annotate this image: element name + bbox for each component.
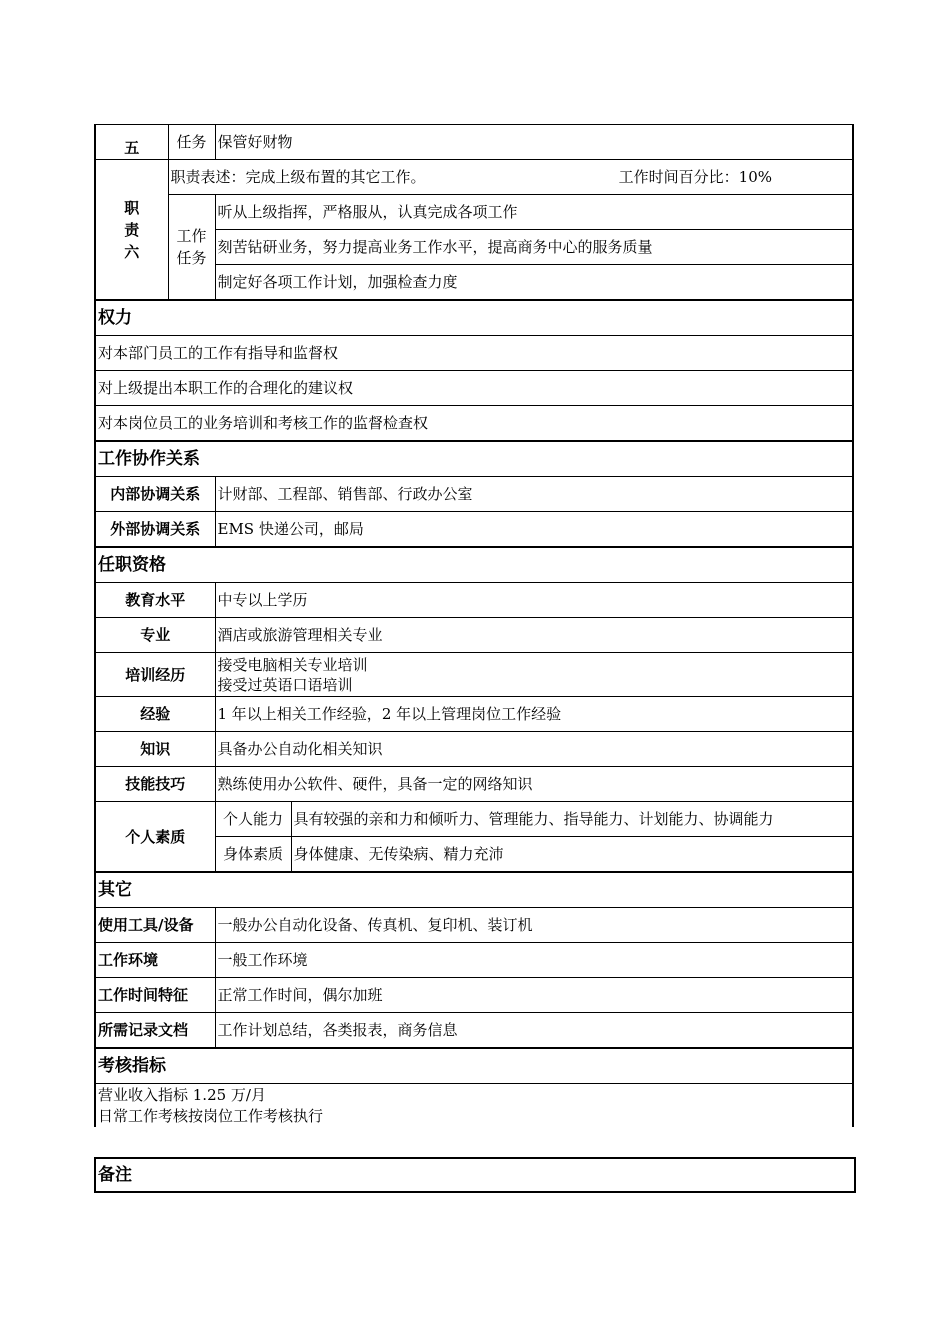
qualify-major-row	[95, 618, 853, 653]
tools-value: 一般办公自动化设备、传真机、复印机、装订机	[215, 908, 853, 943]
education-label: 教育水平	[95, 583, 215, 618]
qualify-title: 任职资格	[95, 547, 853, 583]
notes-section	[94, 1157, 856, 1193]
collab-internal-row	[95, 477, 853, 512]
duty6-task-label-line: 工作	[176, 227, 207, 245]
qualify-section-row	[95, 547, 853, 583]
time-label: 工作时间特征	[95, 978, 215, 1013]
education-value: 中专以上学历	[215, 583, 853, 618]
other-section-row	[95, 872, 853, 908]
skills-value: 熟练使用办公软件、硬件，具备一定的网络知识	[215, 767, 853, 802]
duty6-task-item: 制定好各项工作计划，加强检查力度	[215, 265, 853, 301]
collab-external-label: 外部协调关系	[95, 512, 215, 548]
collab-external-value: EMS 快递公司，邮局	[215, 512, 853, 548]
experience-label: 经验	[95, 697, 215, 732]
physical-value: 身体健康、无传染病、精力充沛	[291, 837, 853, 873]
collab-external-row	[95, 512, 853, 548]
duty6-statement-row	[95, 160, 853, 195]
training-line: 接受过英语口语培训	[217, 675, 353, 694]
duty6-label	[95, 160, 168, 301]
ability-label: 个人能力	[215, 802, 291, 837]
major-value: 酒店或旅游管理相关专业	[215, 618, 853, 653]
qualify-ability-row	[95, 802, 853, 837]
authority-row	[95, 336, 853, 371]
kpi-section-row	[95, 1048, 853, 1084]
job-table	[94, 124, 854, 1127]
knowledge-label: 知识	[95, 732, 215, 767]
experience-value: 1 年以上相关工作经验，2 年以上管理岗位工作经验	[215, 697, 853, 732]
duty5-task-label: 任务	[168, 125, 215, 160]
other-time-row	[95, 978, 853, 1013]
qualify-training-row	[95, 653, 853, 697]
training-label: 培训经历	[95, 653, 215, 697]
qualify-skills-row	[95, 767, 853, 802]
qualify-knowledge-row	[95, 732, 853, 767]
authority-row	[95, 371, 853, 406]
authority-section-row	[95, 300, 853, 336]
env-label: 工作环境	[95, 943, 215, 978]
duty6-task-item: 刻苦钻研业务，努力提高业务工作水平，提高商务中心的服务质量	[215, 230, 853, 265]
docs-value: 工作计划总结，各类报表，商务信息	[215, 1013, 853, 1049]
docs-label: 所需记录文档	[95, 1013, 215, 1049]
duty5-label: 五	[95, 125, 168, 160]
duty6-task-label	[168, 195, 215, 301]
collab-title: 工作协作关系	[95, 441, 853, 477]
duty6-statement-cell	[168, 160, 853, 195]
authority-item: 对本部门员工的工作有指导和监督权	[95, 336, 853, 371]
duty5-row	[95, 125, 853, 160]
knowledge-value: 具备办公自动化相关知识	[215, 732, 853, 767]
duty6-task-label-line: 任务	[176, 249, 207, 267]
training-line: 接受电脑相关专业培训	[217, 655, 368, 674]
kpi-content	[95, 1084, 853, 1128]
collab-section-row	[95, 441, 853, 477]
other-title: 其它	[95, 872, 853, 908]
duty6-task-row	[95, 195, 853, 230]
collab-internal-value: 计财部、工程部、销售部、行政办公室	[215, 477, 853, 512]
duty6-label-line: 职	[124, 198, 140, 217]
authority-item: 对本岗位员工的业务培训和考核工作的监督检查权	[95, 406, 853, 442]
duty6-statement: 职责表述：完成上级布置的其它工作。	[170, 168, 426, 186]
time-value: 正常工作时间，偶尔加班	[215, 978, 853, 1013]
collab-internal-label: 内部协调关系	[95, 477, 215, 512]
duty5-task: 保管好财物	[215, 125, 853, 160]
skills-label: 技能技巧	[95, 767, 215, 802]
duty6-label-line: 六	[124, 242, 140, 261]
other-env-row	[95, 943, 853, 978]
notes-title: 备注	[98, 1165, 132, 1185]
other-tools-row	[95, 908, 853, 943]
personal-label: 个人素质	[95, 802, 215, 873]
duty6-label-line: 责	[124, 220, 140, 239]
qualify-education-row	[95, 583, 853, 618]
authority-row	[95, 406, 853, 442]
tools-label: 使用工具/设备	[95, 908, 215, 943]
ability-value: 具有较强的亲和力和倾听力、管理能力、指导能力、计划能力、协调能力	[291, 802, 853, 837]
kpi-row	[95, 1084, 853, 1128]
duty6-task-item: 听从上级指挥，严格服从，认真完成各项工作	[215, 195, 853, 230]
kpi-line: 营业收入指标 1.25 万/月	[98, 1085, 266, 1104]
qualify-experience-row	[95, 697, 853, 732]
major-label: 专业	[95, 618, 215, 653]
kpi-title: 考核指标	[95, 1048, 853, 1084]
physical-label: 身体素质	[215, 837, 291, 873]
duty6-time-percentage: 工作时间百分比：10%	[618, 168, 773, 186]
training-value	[215, 653, 853, 697]
job-description-sheet	[94, 124, 852, 1127]
env-value: 一般工作环境	[215, 943, 853, 978]
authority-title: 权力	[95, 300, 853, 336]
kpi-line: 日常工作考核按岗位工作考核执行	[98, 1106, 324, 1125]
other-docs-row	[95, 1013, 853, 1049]
authority-item: 对上级提出本职工作的合理化的建议权	[95, 371, 853, 406]
